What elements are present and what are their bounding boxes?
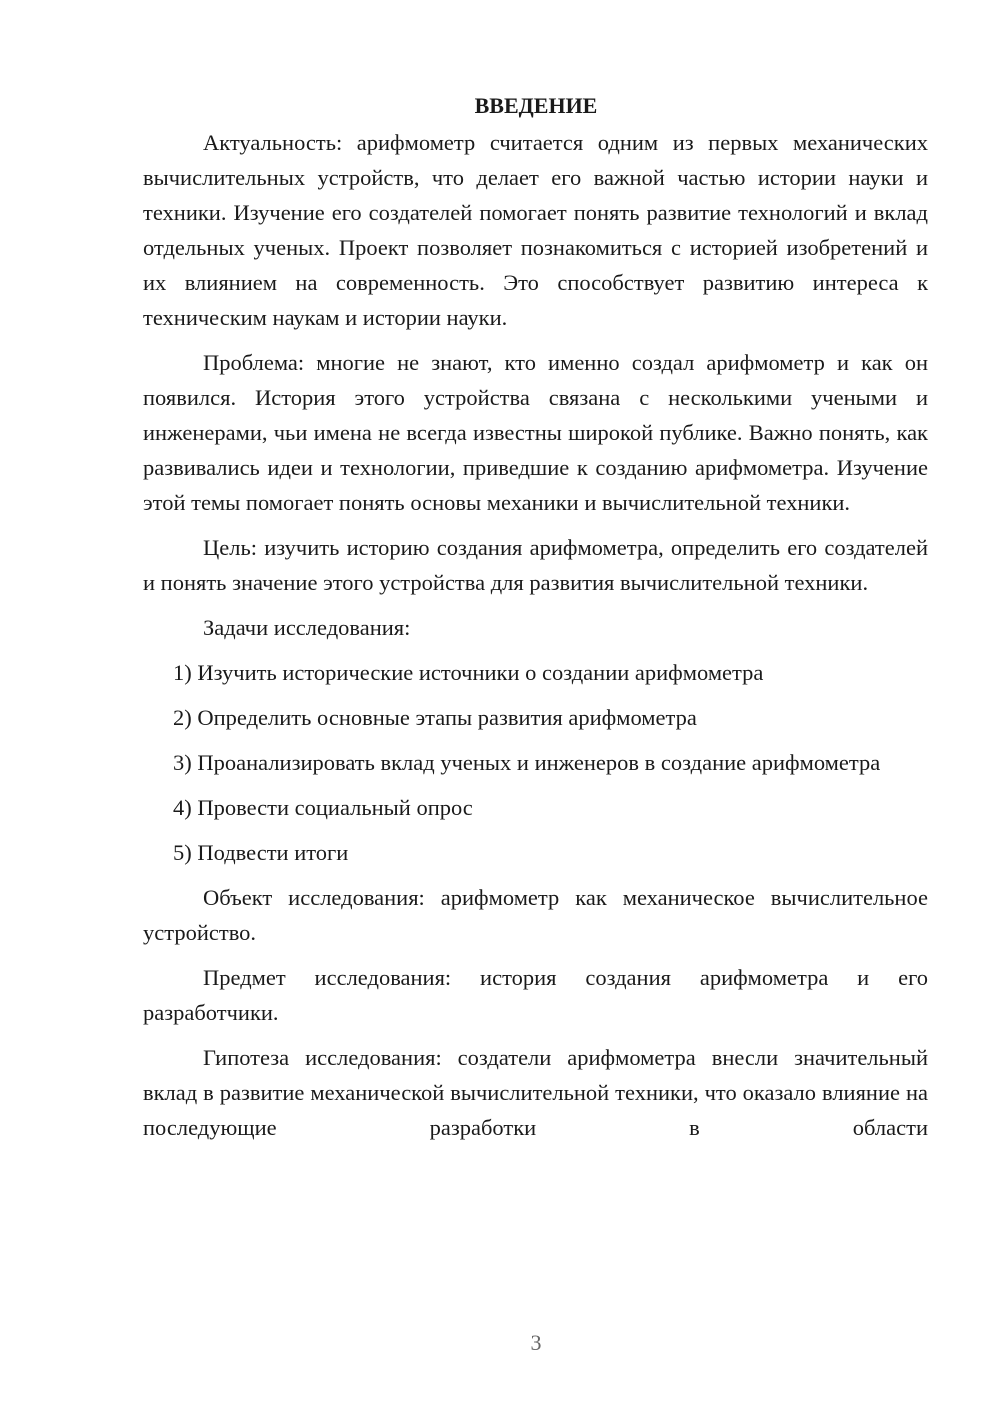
document-page — [143, 88, 928, 1155]
relevance-paragraph: Актуальность: арифмометр считается одним из первых механических вычислительных устройств, что делает его важной частью истории науки и техники. Изучение его создателей помогает понять развитие технологий и вклад отдельных ученых. Проект позволяет познакомиться с историей изобретений и их влиянием на современность. Это способствует развитию интереса к техническим наукам и истории науки. — [143, 130, 928, 330]
list-item: 3) Проанализировать вклад ученых и инженеров в создание арифмометра — [173, 750, 881, 775]
list-item: 5) Подвести итоги — [173, 840, 349, 865]
page-number: 3 — [530, 1330, 542, 1355]
hypothesis-paragraph: Гипотеза исследования: создатели арифмометра внесли значительный вклад в развитие механической вычислительной техники, что оказало влияние на последующие разработки в области — [143, 1045, 928, 1140]
problem-paragraph: Проблема: многие не знают, кто именно создал арифмометр и как он появился. История этого устройства связана с несколькими учеными и инженерами, чьи имена не всегда известны широкой публике. Важно понять, как развивались идеи и технологии, приведшие к созданию арифмометра. Изучение этой темы помогает понять основы механики и вычислительной техники. — [143, 350, 928, 515]
subject-paragraph: Предмет исследования: история создания арифмометра и его разработчики. — [143, 965, 928, 1025]
tasks-heading: Задачи исследования: — [203, 615, 411, 640]
tasks-list — [143, 655, 928, 870]
goal-paragraph: Цель: изучить историю создания арифмометра, определить его создателей и понять значение этого устройства для развития вычислительной техники. — [143, 535, 928, 595]
list-item: 1) Изучить исторические источники о создании арифмометра — [173, 660, 764, 685]
list-item: 4) Провести социальный опрос — [173, 795, 473, 820]
section-title: ВВЕДЕНИЕ — [474, 93, 598, 118]
object-paragraph: Объект исследования: арифмометр как механическое вычислительное устройство. — [143, 885, 928, 945]
list-item: 2) Определить основные этапы развития арифмометра — [173, 705, 697, 730]
